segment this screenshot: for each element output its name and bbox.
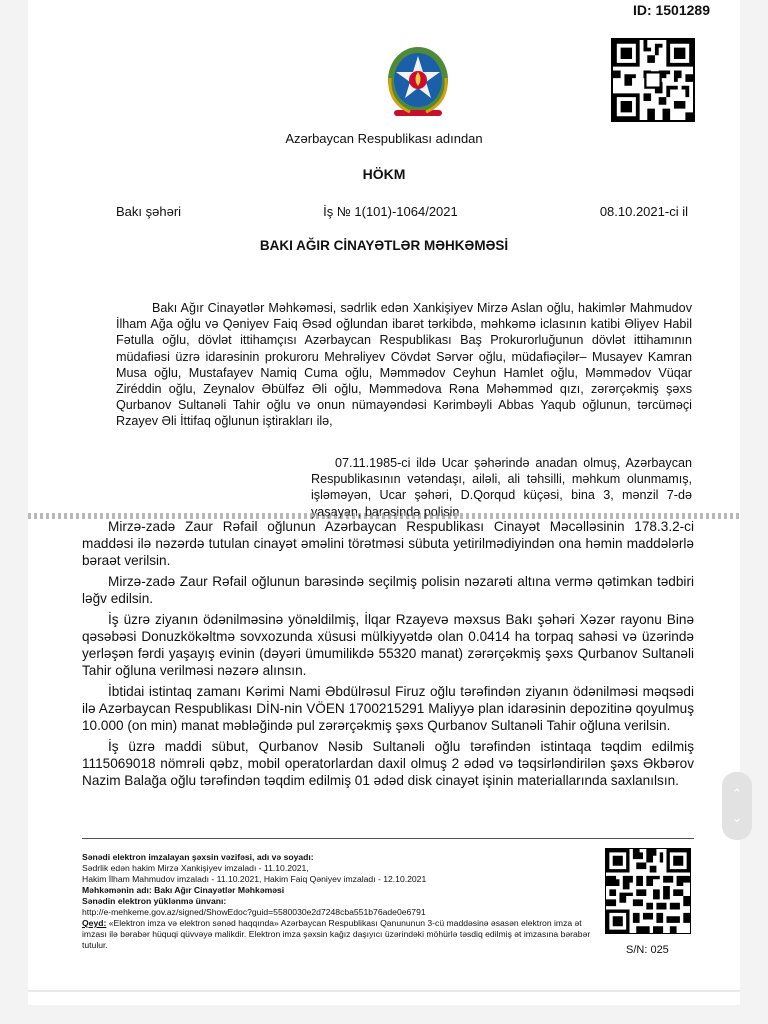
case-number: İş № 1(101)-1064/2021: [323, 204, 458, 219]
qr-code-icon: [605, 848, 691, 934]
verdict-paragraph: İbtidai istintaq zamanı Kərimi Nami Əbdülrəsul Firuz oğlu tərəfindən ziyanın ödənilməsi məqsədi ilə Azərbaycan Respublikası DİN-nin VÖEN 1700215291 Maliyyə plan idarəsinin depozitinə qoyulmuş 10.000 (on min) manat məbləğində pul zərərçəkmiş şəxs Qurbanov Sultanəli Tahir oğluna verilsin.: [82, 684, 694, 733]
signature-footer: [82, 852, 602, 951]
signers-label: Sənədi elektron imzalayan şəxsin vəzifəsi, adı və soyadı:: [82, 852, 314, 862]
verdict-paragraph: Mirzə-zadə Zaur Rəfail oğlunun barəsində seçilmiş polisin nəzarəti altına vermə qətimkan tədbiri ləğv edilsin.: [82, 574, 694, 606]
document-title: HÖKM: [362, 166, 406, 182]
verdict-paragraph: İş üzrə maddi sübut, Qurbanov Nəsib Sultanəli oğlu tərəfindən istintaqa təqdim edilmiş 1115069018 nömrəli qəbz, mobil operatorlardan daxil olmuş 2 ədəd və təqsirləndirilən şəxs Əkbərov Nazim Balağa oğlu tərəfindən təqdim edilmiş 01 ədəd disk cinayət işinin materiallarında saxlanılsın.: [82, 739, 694, 788]
chevron-up-icon[interactable]: ⌃: [731, 786, 743, 801]
address-label: Sənədin elektron yüklənmə ünvanı:: [82, 896, 227, 906]
state-emblem-icon: [378, 38, 458, 124]
signer-line: Sədrlik edən hakim Mirzə Xankişiyev imzaladı - 11.10.2021,: [82, 863, 309, 873]
document-url[interactable]: http://e-mehkeme.gov.az/signed/ShowEdoc?guid=5580030e2d7248cba551b76ade0e6791: [82, 907, 426, 917]
verdict-date: 08.10.2021-ci il: [599, 204, 688, 219]
qr-code-icon: [611, 38, 695, 122]
footer-divider: [82, 838, 694, 839]
serial-number: S/N: 025: [626, 944, 669, 956]
defendant-paragraph: 07.11.1985-ci ildə Ucar şəhərində anadan olmuş, Azərbaycan Respublikasının vətəndaşı, ailəli, ali təhsilli, məhkum olunmamış, işləməyən, Ucar şəhəri, D.Qorqud küçəsi, bina 3, mənzil 7-də yaşayan, barəsində polisin: [311, 456, 692, 519]
court-name-heading: BAKI AĞIR CİNAYƏTLƏR MƏHKƏMƏSİ: [259, 238, 509, 253]
footer-court-name: Bakı Ağır Cinayətlər Məhkəməsi: [154, 885, 285, 895]
bottom-divider: [28, 990, 740, 992]
intro-paragraph: Bakı Ağır Cinayətlər Məhkəməsi, sədrlik edən Xankişiyev Mirzə Aslan oğlu, hakimlər Mahmudov İlham Ağa oğlu və Qəniyev Faiq Əsəd oğlundan ibarət tərkibdə, məhkəmə iclasının katibi Əliyev Habil Fətulla oğlu, dövlət ittihamçısı Azərbaycan Respublikası Baş Prokurorluğunun dövlət ittihamının müdafiəsi üzrə idarəsinin prokuroru Mehrəliyev Cövdət Sərvər oğlu, müdafiəçilər– Musayev Kamran Musa oğlu, Mustafayev Namiq Cuma oğlu, Məmmədov Ceyhun Hamlet oğlu, Məmmədov Vüqar Ziréddin oğlu, Zeynalov Əbülfəz Əli oğlu, Məmmədova Rəna Məhəmməd qızı, zərərçəkmiş şəxs Qurbanov Sultanəli Tahir oğlu və onun nümayəndəsi Kərimbəyli Abbas Yaqub oğlunun, tərcüməçi Rzayev Əli İttifaq oğlunun iştirakları ilə,: [116, 301, 692, 429]
city-label: Bakı şəhəri: [116, 204, 182, 219]
document-id: ID: 1501289: [632, 2, 710, 18]
verdict-paragraph: İş üzrə ziyanın ödənilməsinə yönəldilmiş, İlqar Rzayevə məxsus Bakı şəhəri Xəzər rayonu Binə qəsəbəsi Donuzkökəltmə sovxozunda xüsusi mülkiyyətdə olan 0.0414 ha torpaq sahəsi və üzərində yerləşən fərdi yaşayış evinin (dəyəri ümumilikdə 55320 manat) zərərçəkmiş şəxs Qurbanov Sultanəli Tahir oğluna verilməsi nəzərə alınsın.: [82, 612, 694, 678]
verdict-body: [82, 518, 694, 793]
chevron-down-icon[interactable]: ⌄: [731, 810, 743, 825]
scroll-control[interactable]: [722, 772, 752, 840]
on-behalf-label: Azərbaycan Respublikası adından: [285, 131, 483, 146]
document-page: [28, 0, 740, 1005]
court-label: Məhkəmənin adı:: [82, 885, 152, 895]
case-meta-row: [116, 204, 688, 219]
note-text: «Elektron imza və elektron sənəd haqqında» Azərbaycan Respublikası Qanununun 3-cü maddəsinə əsasən elektron imza ət imzası ilə bərabər hüquqi qüvvəyə malikdir. Elektron imza şəxsin kağız daşıyıcı üzərindəki möhürlə təsdiq edilmiş ət imzasına bərabər tutulur.: [82, 918, 591, 950]
signer-line: Hakim İlham Mahmudov imzaladı - 11.10.2021, Hakim Faiq Qəniyev imzaladı - 12.10.2021: [82, 874, 427, 884]
note-label: Qeyd:: [82, 918, 107, 928]
verdict-paragraph: Mirzə-zadə Zaur Rəfail oğlunun Azərbaycan Respublikası Cinayət Məcəlləsinin 178.3.2-ci maddəsi ilə nəzərdə tutulan cinayət əməlini törətməsi sübuta yetirilmədiyindən ona həmin maddələrlə bəraət verilsin.: [82, 519, 694, 568]
